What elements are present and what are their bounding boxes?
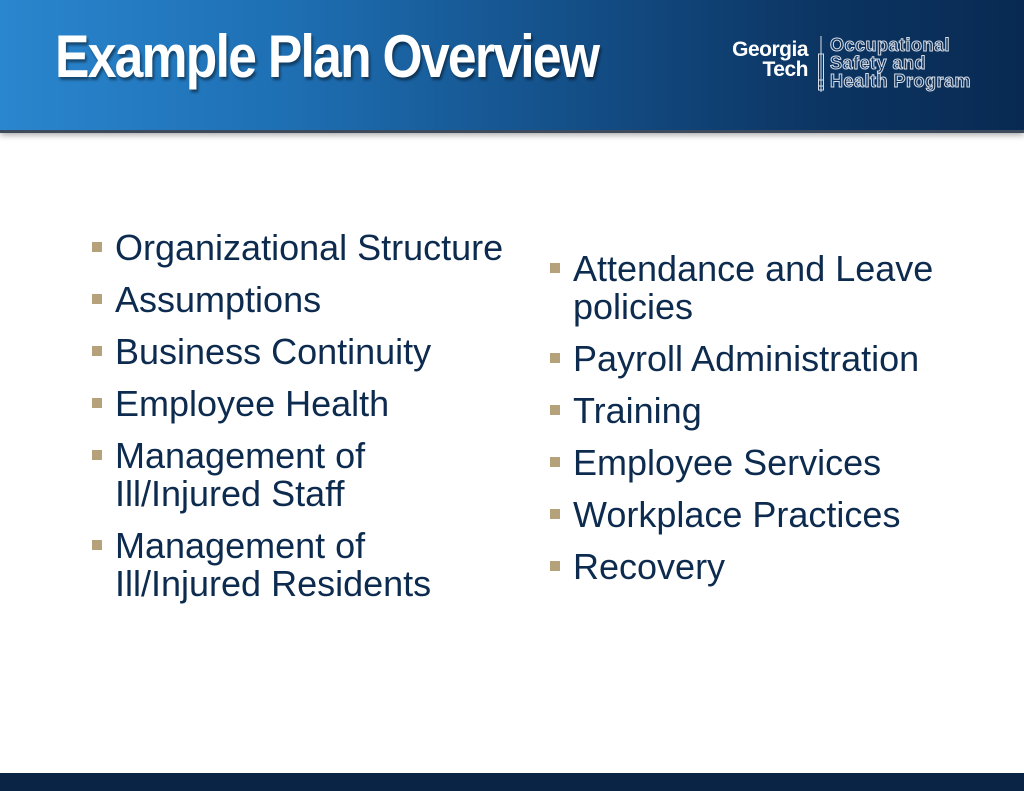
- square-bullet-icon: [550, 457, 560, 467]
- list-item: [546, 496, 1006, 534]
- header-banner: [0, 0, 1024, 130]
- logo-program-line-2: Safety and: [830, 53, 927, 73]
- list-item: [546, 340, 1006, 378]
- left-bullet-list: [88, 229, 508, 617]
- slide-title: Example Plan Overview: [55, 23, 599, 90]
- list-item-text: Recovery: [573, 546, 726, 587]
- square-bullet-icon: [92, 450, 102, 460]
- square-bullet-icon: [550, 561, 560, 571]
- list-item: [88, 437, 508, 513]
- square-bullet-icon: [550, 509, 560, 519]
- square-bullet-icon: [92, 294, 102, 304]
- list-item-text: Assumptions: [115, 279, 322, 320]
- logo-program-line-1: Occupational: [830, 35, 951, 55]
- square-bullet-icon: [92, 346, 102, 356]
- list-item: [546, 444, 1006, 482]
- right-bullet-list: [546, 250, 1006, 600]
- list-item-text: Organizational Structure: [115, 227, 504, 268]
- square-bullet-icon: [550, 405, 560, 415]
- list-item: [546, 392, 1006, 430]
- list-item-text: Employee Services: [573, 442, 882, 483]
- georgia-tech-wordmark: [704, 40, 808, 80]
- footer-bar: [0, 773, 1024, 791]
- list-item-text: Payroll Administration: [573, 338, 920, 379]
- list-item: [88, 229, 508, 267]
- list-item: [88, 385, 508, 423]
- georgia-tech-oshp-logo: [704, 34, 1016, 94]
- list-item-text: Employee Health: [115, 383, 390, 424]
- header-divider: [0, 130, 1024, 133]
- list-item: [88, 333, 508, 371]
- list-item: [88, 527, 508, 603]
- square-bullet-icon: [92, 242, 102, 252]
- list-item: [88, 281, 508, 319]
- list-item-text: Business Continuity: [115, 331, 432, 372]
- logo-program-line-3: Health Program: [830, 71, 972, 91]
- logo-institution-line-1: Georgia: [732, 38, 808, 61]
- square-bullet-icon: [550, 263, 560, 273]
- square-bullet-icon: [92, 540, 102, 550]
- list-item-text: Workplace Practices: [573, 494, 901, 535]
- logo-institution-line-2: Tech: [762, 58, 808, 81]
- list-item-text: Management of Ill/Injured Residents: [115, 525, 432, 604]
- list-item: [546, 548, 1006, 586]
- list-item: [546, 250, 1006, 326]
- list-item-text: Training: [573, 390, 702, 431]
- tower-icon: [816, 36, 826, 92]
- list-item-text: Attendance and Leave policies: [573, 248, 934, 327]
- list-item-text: Management of Ill/Injured Staff: [115, 435, 366, 514]
- square-bullet-icon: [550, 353, 560, 363]
- program-wordmark: [830, 36, 971, 90]
- square-bullet-icon: [92, 398, 102, 408]
